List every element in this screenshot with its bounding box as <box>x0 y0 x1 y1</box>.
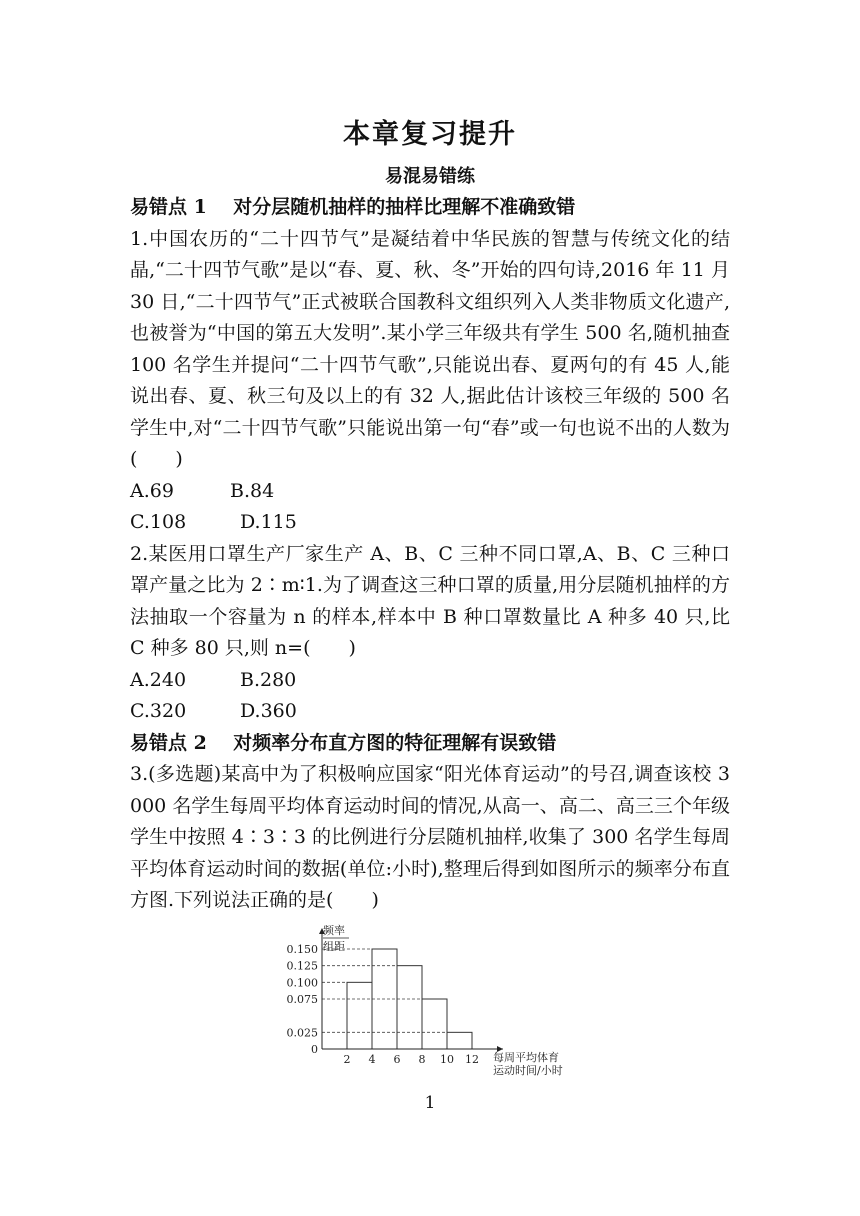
section-heading-2: 易错点 2 对频率分布直方图的特征理解有误致错 <box>130 731 557 754</box>
x-tick-label: 12 <box>465 1053 479 1066</box>
y-tick-label: 0.150 <box>286 943 318 956</box>
y-tick-label: 0.125 <box>286 959 318 973</box>
question-2-options-row1 <box>130 665 730 697</box>
q2-option-b: B.280 <box>240 668 297 691</box>
y-tick-label: 0.100 <box>286 976 318 990</box>
histogram-bar-1 <box>347 982 372 1049</box>
question-3-text: 3.(多选题)某高中为了积极响应国家“阳光体育运动”的号召,调查该校 3 000 名学生每周平均体育运动时间的情况,从高一、高二、高三三个年级学生中按照 4∶3∶3 的比例进行分层随机抽样,收集了 300 名学生每周平均体育运动时间的数据(单位:小时),整理后得到如图所示的频率分布直方图.下列说法正确的是( ) <box>130 763 730 911</box>
question-1-text: 1.中国农历的“二十四节气”是凝结着中华民族的智慧与传统文化的结晶,“二十四节气歌”是以“春、夏、秋、冬”开始的四句诗,2016 年 11 月 30 日,“二十四节气”正式被联合国教科文组织列入人类非物质文化遗产,也被誉为“中国的第五大发明”.某小学三年级共有学生 500 名,随机抽查 100 名学生并提问“二十四节气歌”,只能说出春、夏两句的有 45 人,能说出春、夏、秋三句及以上的有 32 人,据此估计该校三年级的 500 名学生中,对“二十四节气歌”只能说出第一句“春”或一句也说不出的人数为( ) <box>130 227 730 470</box>
content <box>130 192 730 917</box>
page-subtitle: 易混易错练 <box>385 166 475 187</box>
y-tick-label: 0.025 <box>286 1026 318 1040</box>
x-tick-label: 8 <box>418 1053 426 1066</box>
x-tick-label: 2 <box>343 1053 351 1066</box>
q1-option-c: C.108 <box>130 511 187 533</box>
q2-option-d: D.360 <box>240 700 297 722</box>
question-1-options-row1 <box>130 476 730 508</box>
frequency-histogram <box>265 922 585 1087</box>
section-heading-1: 易错点 1 对分层随机抽样的抽样比理解不准确致错 <box>130 196 576 218</box>
histogram-bar-3 <box>397 966 422 1049</box>
origin-label: 0 <box>311 1043 318 1056</box>
q1-option-b: B.84 <box>230 479 275 502</box>
x-tick-label: 6 <box>393 1053 401 1066</box>
x-axis-label-line2: 运动时间/小时 <box>493 1064 563 1077</box>
q1-option-d: D.115 <box>240 511 297 533</box>
histogram-bar-4 <box>422 999 447 1049</box>
question-1-options-row2 <box>130 507 730 539</box>
question-2-options-row2 <box>130 696 730 728</box>
histogram-bar-5 <box>447 1032 472 1049</box>
y-tick-label: 0.075 <box>286 993 318 1006</box>
page-number: 1 <box>424 1093 436 1113</box>
q2-option-a: A.240 <box>130 668 187 691</box>
q2-option-c: C.320 <box>130 700 187 722</box>
question-2-text: 2.某医用口罩生产厂家生产 A、B、C 三种不同口罩,A、B、C 三种口罩产量之比为 2∶m∶1.为了调查这三种口罩的质量,用分层随机抽样的方法抽取一个容量为 n 的样本,样本中 B 种口罩数量比 A 种多 40 只,比 C 种多 80 只,则 n=( ) <box>130 542 730 659</box>
page-title: 本章复习提升 <box>343 119 517 150</box>
x-tick-label: 10 <box>440 1053 454 1066</box>
x-tick-label: 4 <box>368 1053 376 1066</box>
q1-option-a: A.69 <box>130 479 174 502</box>
y-axis-label-bottom: 组距 <box>323 940 345 953</box>
y-axis-label-top: 频率 <box>323 924 345 937</box>
x-axis-label-line1: 每周平均体育 <box>493 1051 559 1064</box>
